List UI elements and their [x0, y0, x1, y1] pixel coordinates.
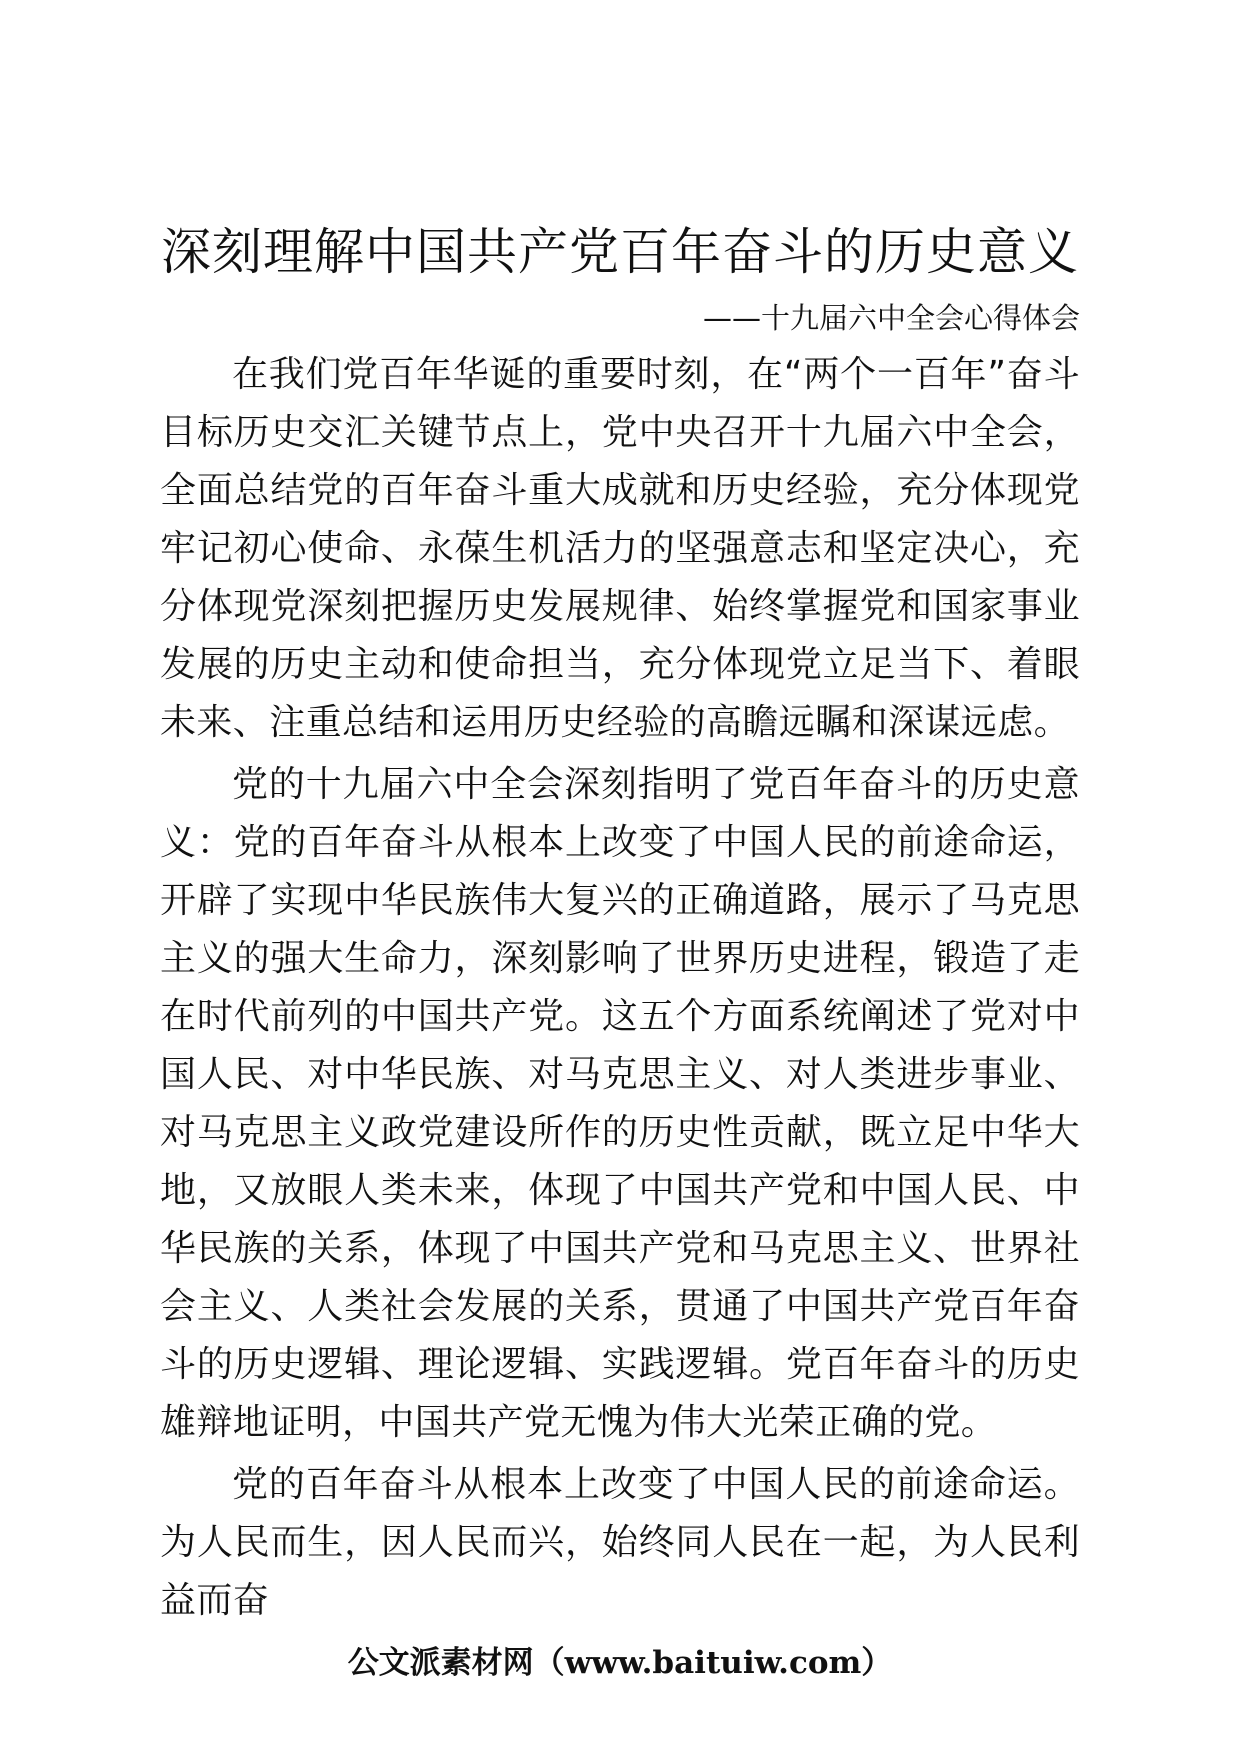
paragraph-3: 党的百年奋斗从根本上改变了中国人民的前途命运。为人民而生，因人民而兴，始终同人民在一起，为人民利益而奋: [160, 1464, 1080, 1621]
document-title: 深刻理解中国共产党百年奋斗的历史意义: [161, 223, 1079, 281]
paragraph-2: 党的十九届六中全会深刻指明了党百年奋斗的历史意义：党的百年奋斗从根本上改变了中国人民的前途命运，开辟了实现中华民族伟大复兴的正确道路，展示了马克思主义的强大生命力，深刻影响了世界历史进程，锻造了走在时代前列的中国共产党。这五个方面系统阐述了党对中国人民、对中华民族、对马克思主义、对人类进步事业、对马克思主义政党建设所作的历史性贡献，既立足中华大地，又放眼人类未来，体现了中国共产党和中国人民、中华民族的关系，体现了中国共产党和马克思主义、世界社会主义、人类社会发展的关系，贯通了中国共产党百年奋斗的历史逻辑、理论逻辑、实践逻辑。党百年奋斗的历史雄辩地证明，中国共产党无愧为伟大光荣正确的党。: [160, 764, 1080, 1443]
document-body: [160, 346, 1080, 1630]
footer-watermark: 公文派素材网（www.baituiw.com）: [347, 1645, 893, 1681]
paragraph-1: 在我们党百年华诞的重要时刻，在“两个一百年”奋斗目标历史交汇关键节点上，党中央召开十九届六中全会，全面总结党的百年奋斗重大成就和历史经验，充分体现党牢记初心使命、永葆生机活力的坚强意志和坚定决心，充分体现党深刻把握历史发展规律、始终掌握党和国家事业发展的历史主动和使命担当，充分体现党立足当下、着眼未来、注重总结和运用历史经验的高瞻远瞩和深谋远虑。: [160, 354, 1080, 743]
document-subtitle: ——十九届六中全会心得体会: [702, 301, 1080, 335]
